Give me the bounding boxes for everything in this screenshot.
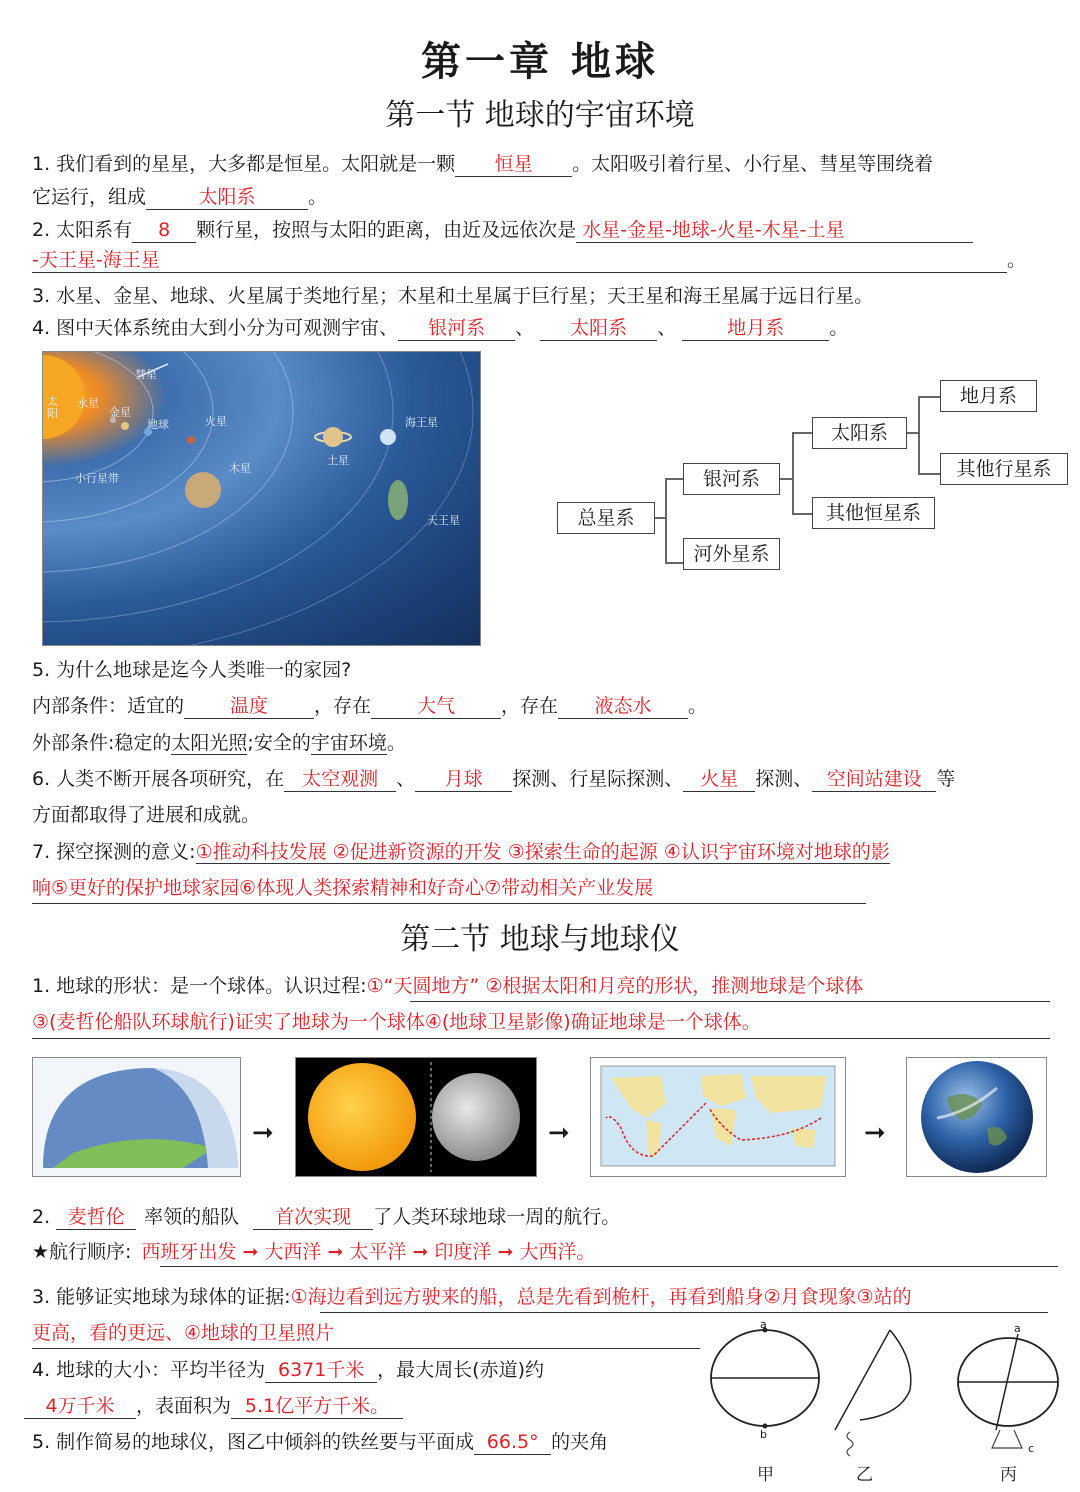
chapter-title: 第一章 地球 [421,39,659,85]
mars-icon [187,436,195,444]
answer-magellan: 麦哲伦 [56,1205,136,1230]
answer-temperature: 温度 [184,694,314,719]
diagram-label-bing: 丙 [1000,1465,1017,1485]
diagram-label-a2: a [1014,1322,1021,1335]
sun-moon-image [295,1057,537,1177]
diagram-label-yi: 乙 [856,1465,873,1485]
diagram-label-jia: 甲 [757,1465,774,1485]
answer-atmosphere: 大气 [371,694,501,719]
circumnavigation-map-image [590,1057,846,1177]
s2-q4-line2: 4万千米 ，表面积为 5.1亿平方千米。 [24,1392,403,1420]
s2-q3-line1: 3. 能够证实地球为球体的证据:①海边看到远方驶来的船，总是先看到桅杆，再看到船身②月食现象③站的 [32,1286,912,1308]
diagram-label-b: b [760,1428,767,1441]
answer-sphere-evidence-1: ①海边看到远方驶来的船，总是先看到桅杆，再看到船身②月食现象③站的 [290,1286,912,1308]
answer-space-station: 空间站建设 [812,767,936,792]
answer-shape-recognition-2: ③(麦哲伦船队环球航行)证实了地球为一个球体④(地球卫星影像)确证地球是一个球体。 [32,1011,761,1033]
answer-sphere-evidence-2: 更高，看的更远、④地球的卫星照片 [32,1322,335,1344]
answer-surface-area: 5.1亿平方千米。 [231,1394,403,1419]
answer-tilt-angle: 66.5° [474,1430,551,1455]
solar-system-illustration [43,352,480,645]
s1-q1-line2: 它运行，组成 太阳系 。 [32,186,328,208]
arrow-3-icon: ➞ [864,1118,886,1148]
saturn-icon [323,427,343,447]
s1-q4: 4. 图中天体系统由大到小分为可观测宇宙、 银河系 、 太阳系 、 地月系 。 [32,317,849,339]
arrow-1-icon: ➞ [252,1118,274,1148]
magellan-route-map [591,1058,845,1176]
answer-circumference: 4万千米 [24,1394,136,1419]
s1-q7-line2 [32,874,653,902]
s1-q1-line1: 1. 我们看到的星星，大多都是恒星。太阳就是一颗 恒星 。太阳吸引着行星、小行星、彗星等围绕着 [32,153,934,175]
answer-planet-order-1: 水星-金星-地球-火星-木星-土星 [576,218,973,243]
tree-node-other-planet-systems: 其他行星系 [940,453,1068,485]
q7-underline [32,903,866,904]
tree-node-total-galaxy: 总星系 [557,502,655,534]
s1-q2-line1: 2. 太阳系有 8 颗行星，按照与太阳的距离，由近及远依次是 水星-金星-地球-火星-木星-土星 [32,216,973,244]
answer-route: 西班牙出发 ➞ 大西洋 ➞ 太平洋 ➞ 印度洋 ➞ 大西洋。 [141,1241,596,1263]
sun-icon [308,1063,416,1171]
moon-icon [432,1073,520,1161]
uranus-icon [388,480,408,520]
answer-moon: 月球 [415,767,512,792]
answer-planet-order-2: -天王星-海王星 [32,248,1007,273]
arrow-2-icon: ➞ [548,1118,570,1148]
earth-photo-illustration [907,1058,1046,1176]
diagram-label-a1: a [760,1318,767,1331]
tree-node-solar-system: 太阳系 [812,417,907,449]
answer-liquid-water: 液态水 [558,694,688,719]
answer-solar: 太阳系 [540,316,657,341]
s2-q3-line2 [32,1319,334,1347]
answer-radius: 6371千米 [265,1358,377,1383]
tree-node-earth-moon: 地月系 [940,380,1037,412]
s1-q5-inner: 内部条件：适宜的 温度 ，存在 大气 ，存在 液态水 。 [32,695,708,717]
tree-node-extragalactic: 河外星系 [683,538,780,570]
solar-system-image: 彗星 太阳 水星 金星 地球 火星 小行星带 木星 土星 海王星 天王星 [42,351,481,646]
s1-q5-title: 5. 为什么地球是迄今人类唯一的家园? [32,659,352,681]
globe-yi-icon [860,1330,911,1420]
sky-dome-image [32,1057,241,1177]
s1-q6-line2: 方面都取得了进展和成就。 [32,804,261,826]
s2-q5: 5. 制作简易的地球仪，图乙中倾斜的铁丝要与平面成 66.5° 的夹角 [32,1431,609,1453]
answer-exploration-significance-2: 响⑤更好的保护地球家园⑥体现人类探索精神和好奇心⑦带动相关产业发展 [32,877,654,899]
s1-q2-line2: -天王星-海王星 。 [32,249,1027,271]
s2-q1-line1: 1. 地球的形状：是一个球体。认识过程:①“天圆地方” ②根据太阳和月亮的形状，推测地球是个球体 [32,975,864,997]
answer-first-achieved: 首次实现 [253,1205,373,1230]
s2-q1-line2 [32,1008,761,1036]
s1-q5-outer: 外部条件:稳定的太阳光照;安全的宇宙环境。 [32,732,406,754]
section1-title: 第一节 地球的宇宙环境 [385,98,695,133]
s1-q6-line1: 6. 人类不断开展各项研究，在 太空观测 、 月球 探测、行星际探测、 火星 探测、 空间站建设 等 [32,768,956,790]
s2-q4-line1: 4. 地球的大小：平均半径为 6371千米 ，最大周长(赤道)约 [32,1359,544,1381]
diagram-label-c: c [1028,1442,1035,1455]
s2-q2-line1: 2. 麦哲伦 率领的船队 首次实现 了人类环球地球一周的航行。 [32,1206,621,1228]
s2-route: ★航行顺序: 西班牙出发 ➞ 大西洋 ➞ 太平洋 ➞ 印度洋 ➞ 大西洋。 [32,1241,596,1263]
s1-q3: 3. 水星、金星、地球、火星属于类地行星；木星和土星属于巨行星；天王星和海王星属于远日行星。 [32,285,874,307]
neptune-icon [380,429,396,445]
answer-planet-count: 8 [132,218,196,243]
answer-mars: 火星 [683,767,755,792]
earth-satellite-image [906,1057,1047,1177]
tree-node-other-star-systems: 其他恒星系 [812,497,935,529]
answer-star: 恒星 [455,152,572,177]
section2-title: 第二节 地球与地球仪 [400,922,680,957]
answer-shape-recognition-1: ①“天圆地方” ②根据太阳和月亮的形状，推测地球是个球体 [366,975,864,997]
answer-solar-system: 太阳系 [146,185,308,210]
jupiter-icon [185,472,221,508]
tree-node-milky-way: 银河系 [683,463,780,495]
answer-earth-moon: 地月系 [682,316,829,341]
answer-exploration-significance-1: ①推动科技发展 ②促进新资源的开发 ③探索生命的起源 ④认识宇宙环境对地球的影 [195,841,890,863]
answer-milky-way: 银河系 [398,316,515,341]
s1-q7-line1: 7. 探空探测的意义:①推动科技发展 ②促进新资源的开发 ③探索生命的起源 ④认识宇宙环境对地球的影 [32,841,890,863]
venus-icon [121,422,129,430]
sun-and-moon-illustration [296,1058,536,1176]
heaven-round-earth-square-illustration [33,1058,240,1176]
answer-space-observation: 太空观测 [284,767,396,792]
